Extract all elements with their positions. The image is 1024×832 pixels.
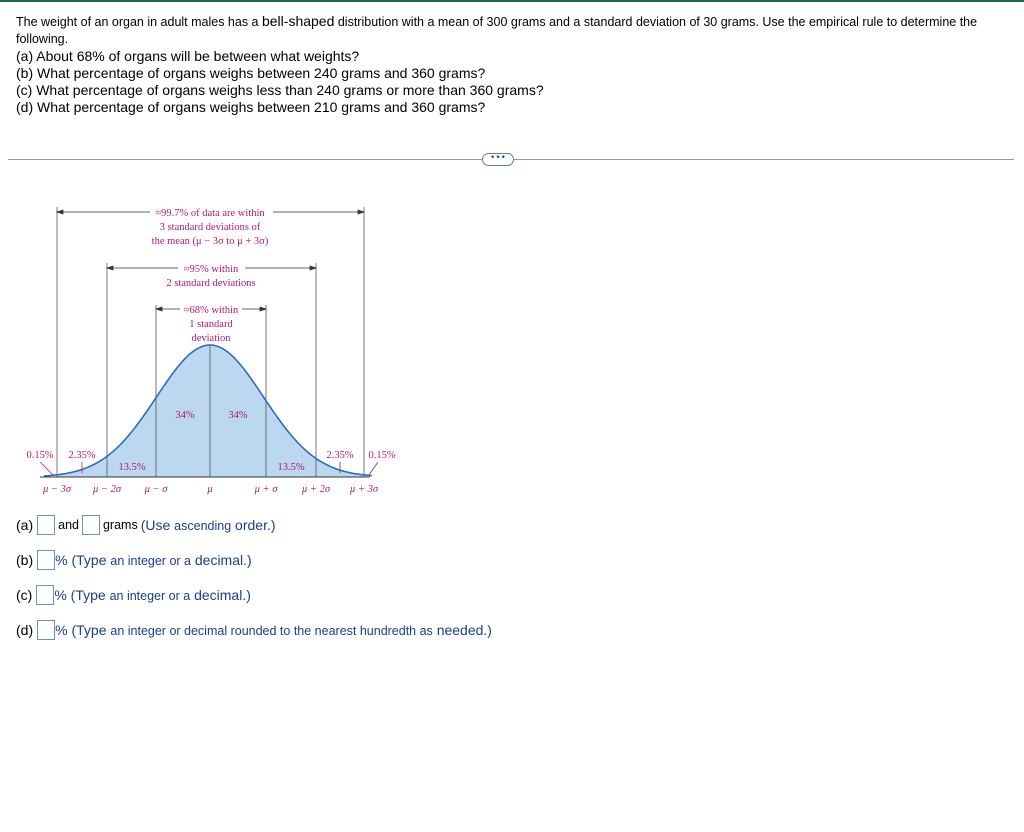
axis-label-minus-2sd: μ − 2σ <box>92 484 122 495</box>
label-997-line1: ≈99.7% of data are within <box>155 208 265 219</box>
arrowhead-997-left <box>57 210 63 214</box>
axis-label-plus-2sd: μ + 2σ <box>301 484 331 495</box>
pct-34-right: 34% <box>228 410 248 421</box>
arrowhead-68-left <box>156 307 162 311</box>
label-68-line1: ≈68% within <box>183 305 239 316</box>
percent-sign: % <box>55 622 68 638</box>
hint-c-part1: (Type <box>70 587 110 603</box>
answer-row-c <box>16 585 251 605</box>
intro-text-b: bell-shaped <box>261 13 335 29</box>
axis-label-mean: μ <box>207 484 213 495</box>
pct-015-right: 0.15% <box>368 450 396 461</box>
hint-a-part1: (Use <box>140 517 175 533</box>
answer-b-hint <box>55 552 252 568</box>
answer-d-hint <box>55 622 492 638</box>
label-68-line2: 1 standard <box>189 319 233 330</box>
question-intro <box>16 13 1006 48</box>
pct-34-left: 34% <box>175 410 195 421</box>
hint-d-part1: (Type <box>71 622 111 638</box>
label-68-line3: deviation <box>191 333 231 344</box>
pointer-015-left <box>40 462 53 475</box>
question-part-b: (b) What percentage of organs weighs between 240 grams and 360 grams? <box>16 65 486 81</box>
answer-a-units: grams <box>102 518 138 532</box>
question-part-d: (d) What percentage of organs weighs between 210 grams and 360 grams? <box>16 99 486 115</box>
answer-row-d <box>16 620 492 640</box>
curve-fill-area <box>57 345 364 477</box>
percent-sign: % <box>55 552 68 568</box>
axis-label-minus-3sd: μ − 3σ <box>42 484 72 495</box>
percent-sign: % <box>54 587 67 603</box>
intro-text-a: The weight of an organ in adult males has a <box>16 15 262 29</box>
label-997-line3: the mean (μ − 3σ to μ + 3σ) <box>151 236 269 247</box>
hint-b-part2: an integer or a <box>110 554 191 568</box>
empirical-rule-figure <box>20 195 396 500</box>
answer-d-input[interactable] <box>37 620 55 640</box>
answer-a-upper-input[interactable] <box>82 515 100 535</box>
question-part-c: (c) What percentage of organs weighs less than 240 grams or more than 360 grams? <box>16 82 544 98</box>
axis-label-plus-1sd: μ + σ <box>254 484 278 495</box>
arrowhead-997-right <box>358 210 364 214</box>
answer-a-label: (a) <box>16 517 34 533</box>
answer-a-hint <box>141 517 276 533</box>
answer-row-a <box>16 515 276 535</box>
hint-a-part2: ascending <box>174 519 232 533</box>
axis-label-minus-1sd: μ − σ <box>144 484 168 495</box>
answer-a-lower-input[interactable] <box>37 515 55 535</box>
pct-235-left: 2.35% <box>68 450 96 461</box>
hint-c-part3: decimal.) <box>190 587 251 603</box>
arrowhead-95-left <box>107 266 113 270</box>
label-95-line1: ≈95% within <box>183 264 239 275</box>
label-95-line2: 2 standard deviations <box>166 278 256 289</box>
answer-row-b <box>16 550 252 570</box>
answer-c-hint <box>54 587 251 603</box>
answer-c-label: (c) <box>16 587 33 603</box>
hint-d-part3: needed.) <box>432 622 492 638</box>
pct-135-right: 13.5% <box>277 462 305 473</box>
section-divider <box>8 152 1014 166</box>
pointer-015-right <box>369 462 378 475</box>
hint-b-part1: (Type <box>71 552 111 568</box>
expand-more-button[interactable]: ••• <box>482 153 514 166</box>
hint-c-part2: an integer or a <box>109 589 191 603</box>
pct-135-left: 13.5% <box>118 462 146 473</box>
answer-c-input[interactable] <box>36 585 54 605</box>
pct-235-right: 2.35% <box>326 450 354 461</box>
answer-b-input[interactable] <box>37 550 55 570</box>
intro-text-c: distribution with a mean of 300 grams and a standard deviation of 30 grams. Use the empirical rule to determine the following. <box>16 15 978 46</box>
question-part-a: (a) About 68% of organs will be between what weights? <box>16 48 360 64</box>
answer-d-label: (d) <box>16 622 34 638</box>
top-accent-line <box>0 0 1024 2</box>
answer-a-and: and <box>58 518 79 532</box>
question-text <box>16 13 1006 116</box>
hint-b-part3: decimal.) <box>190 552 252 568</box>
hint-d-part2: an integer or decimal rounded to the nearest hundredth as <box>110 624 433 638</box>
axis-label-plus-3sd: μ + 3σ <box>349 484 379 495</box>
label-997-line2: 3 standard deviations of <box>159 222 261 233</box>
arrowhead-95-right <box>310 266 316 270</box>
arrowhead-68-right <box>260 307 266 311</box>
hint-a-part3: order.) <box>231 517 276 533</box>
answer-b-label: (b) <box>16 552 34 568</box>
pct-015-left: 0.15% <box>26 450 54 461</box>
